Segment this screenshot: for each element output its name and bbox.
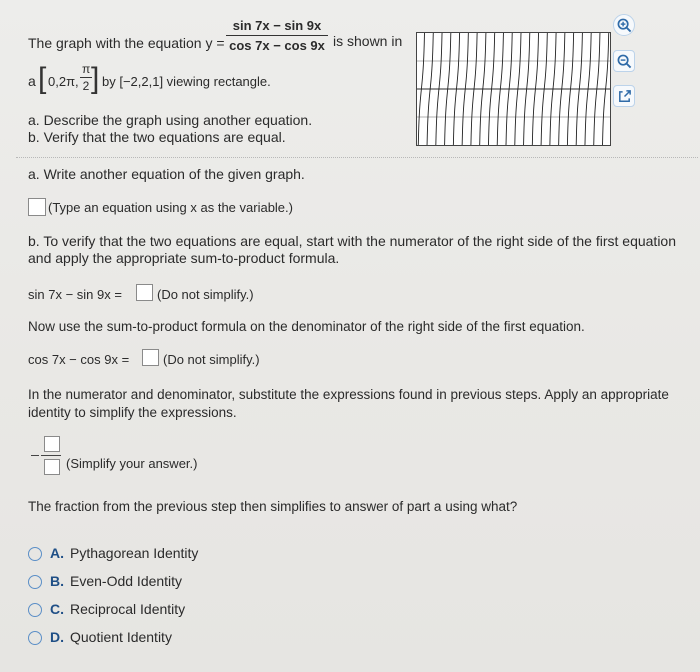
cos-hint: (Do not simplify.): [163, 352, 260, 367]
left-bracket: [: [38, 62, 47, 95]
radio-b[interactable]: [28, 575, 42, 589]
equation-fraction: [226, 18, 328, 53]
option-b-letter: B.: [50, 573, 64, 589]
graph-plot: [417, 33, 610, 145]
fraction-bar: [226, 35, 328, 36]
identity-question: The fraction from the previous step then simplifies to answer of part a using what?: [28, 499, 518, 514]
option-a-label: Pythagorean Identity: [70, 545, 199, 561]
option-b-label: Even-Odd Identity: [70, 573, 183, 589]
part-b-prompt-line1: b. To verify that the two equations are equal, start with the numerator of the right side of the first equation: [28, 233, 676, 249]
fraction-hint: (Simplify your answer.): [66, 456, 198, 471]
external-link-icon: [617, 89, 632, 104]
pi-numerator: π: [82, 62, 91, 76]
option-c-letter: C.: [50, 601, 64, 617]
fraction-numerator-box[interactable]: [44, 436, 60, 452]
section-divider: [16, 157, 698, 158]
viewing-rectangle-text: by [−2,2,1] viewing rectangle.: [102, 74, 271, 89]
option-a-letter: A.: [50, 545, 64, 561]
equation-denominator: cos 7x − cos 9x: [229, 38, 325, 53]
zoom-in-icon: [617, 18, 632, 33]
fraction-input-bar: [41, 455, 61, 456]
task-a: a. Describe the graph using another equation.: [28, 112, 313, 128]
intro-suffix: is shown in: [333, 33, 403, 49]
interval-start: 0,2π,: [48, 74, 79, 89]
equation-numerator: sin 7x − sin 9x: [232, 18, 322, 33]
zoom-out-icon: [617, 54, 632, 69]
graph-image[interactable]: [416, 32, 611, 146]
sin-difference-label: sin 7x − sin 9x =: [28, 287, 122, 302]
interval-prefix: a: [28, 73, 36, 89]
intro-text: The graph with the equation y =: [28, 35, 225, 51]
task-b: b. Verify that the two equations are equal.: [28, 129, 286, 145]
option-d-letter: D.: [50, 629, 64, 645]
negative-sign: [31, 455, 39, 456]
cos-answer-box[interactable]: [142, 349, 159, 366]
option-d[interactable]: [28, 629, 172, 645]
popout-button[interactable]: [613, 85, 635, 107]
radio-d[interactable]: [28, 631, 42, 645]
radio-a[interactable]: [28, 547, 42, 561]
option-b[interactable]: [28, 573, 182, 589]
option-d-label: Quotient Identity: [70, 629, 172, 645]
radio-c[interactable]: [28, 603, 42, 617]
part-a-answer-box[interactable]: [28, 198, 46, 216]
option-c-label: Reciprocal Identity: [70, 601, 186, 617]
pi-denominator: 2: [82, 79, 90, 93]
sin-answer-box[interactable]: [136, 284, 153, 301]
option-c[interactable]: [28, 601, 185, 617]
substitute-line1: In the numerator and denominator, substitute the expressions found in previous steps. Apply an appropriate: [28, 387, 669, 402]
cos-difference-label: cos 7x − cos 9x =: [28, 352, 130, 367]
substitute-line2: identity to simplify the expressions.: [28, 405, 237, 420]
part-a-hint: (Type an equation using x as the variable.): [48, 200, 293, 215]
zoom-in-button[interactable]: [613, 14, 635, 36]
fraction-denominator-box[interactable]: [44, 459, 60, 475]
sin-hint: (Do not simplify.): [157, 287, 254, 302]
part-a-prompt: a. Write another equation of the given graph.: [28, 166, 305, 182]
denominator-prompt: Now use the sum-to-product formula on the denominator of the right side of the first equation.: [28, 319, 585, 334]
zoom-out-button[interactable]: [613, 50, 635, 72]
part-b-prompt-line2: and apply the appropriate sum-to-product formula.: [28, 250, 340, 266]
option-a[interactable]: [28, 545, 198, 561]
right-bracket: ]: [91, 62, 100, 95]
